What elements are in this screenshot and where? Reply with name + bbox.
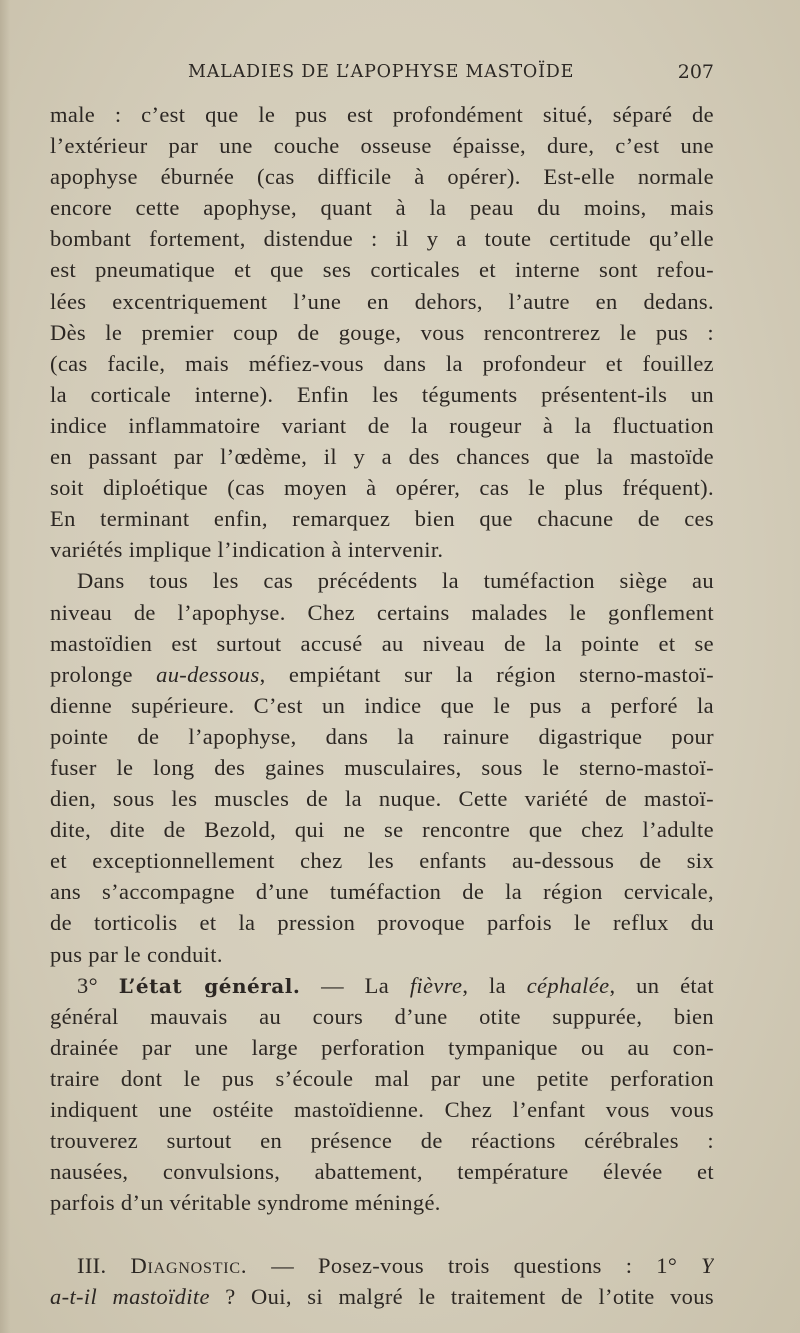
text-line: bombant fortement, distendue : il y a toute certitude qu’elle xyxy=(50,226,714,252)
italic-term: Y xyxy=(701,1253,714,1279)
text-line: (cas facile, mais méfiez-vous dans la profondeur et fouillez xyxy=(50,350,714,376)
running-title: MALADIES DE L’APOPHYSE MASTOÏDE xyxy=(188,62,575,82)
text-line: pointe de l’apophyse, dans la rainure digastrique pour xyxy=(50,723,714,749)
italic-term: céphalée xyxy=(526,972,610,998)
section-iii-line xyxy=(50,1250,714,1281)
text-line: dien, sous les muscles de la nuque. Cette variété de mastoï- xyxy=(50,786,714,812)
text-line: male : c’est que le pus est profondément situé, séparé de xyxy=(50,102,714,127)
italic-term: au-dessous xyxy=(156,661,260,687)
text-line: lées excentriquement l’une en dehors, l’autre en dedans. xyxy=(50,288,714,314)
italic-term: fièvre xyxy=(409,972,463,998)
text-line: apophyse éburnée (cas difficile à opérer). Est-elle normale xyxy=(50,164,714,190)
text-line: mastoïdien est surtout accusé au niveau de la pointe et se xyxy=(50,630,714,656)
text-run: — Posez-vous trois questions : 1° xyxy=(247,1253,702,1279)
section-title: Diagnostic. xyxy=(130,1253,248,1279)
text-line: fuser le long des gaines musculaires, sous le sterno-mastoï- xyxy=(50,754,714,780)
body-text xyxy=(50,99,714,1313)
section-heading: L’état général. xyxy=(118,973,301,998)
running-head xyxy=(50,58,714,86)
text-line: de torticolis et la pression provoque parfois le reflux du xyxy=(50,910,714,936)
section-gap xyxy=(50,1218,714,1250)
text-line xyxy=(50,1281,714,1312)
text-line: parfois d’un véritable syndrome méningé. xyxy=(50,1190,441,1216)
text-run: ? Oui, si malgré le traitement de l’otite vous xyxy=(209,1284,714,1310)
text-line: indice inflammatoire variant de la rougeur à la fluctuation xyxy=(50,412,714,438)
text-line: Dès le premier coup de gouge, vous rencontrerez le pus : xyxy=(50,319,714,345)
text-line: dite, dite de Bezold, qui ne se rencontre que chez l’adulte xyxy=(50,817,714,843)
text-line: variétés implique l’indication à intervenir. xyxy=(50,537,444,563)
text-line: En terminant enfin, remarquez bien que chacune de ces xyxy=(50,506,714,532)
text-line: en passant par l’œdème, il y a des chances que la mastoïde xyxy=(50,444,714,470)
text-line: trouverez surtout en présence de réactions cérébrales : xyxy=(50,1128,714,1154)
text-run: — La xyxy=(300,972,410,998)
text-line: soit diploétique (cas moyen à opérer, cas le plus fréquent). xyxy=(50,475,714,501)
italic-term: a-t-il mastoïdite xyxy=(50,1284,210,1310)
text-line: et exceptionnellement chez les enfants au-dessous de six xyxy=(50,848,714,874)
section-numeral: III. xyxy=(77,1253,131,1279)
text-line: nausées, convulsions, abattement, température élevée et xyxy=(50,1159,714,1185)
text-line: niveau de l’apophyse. Chez certains malades le gonflement xyxy=(50,599,714,625)
text-line: l’extérieur par une couche osseuse épaisse, dure, c’est une xyxy=(50,133,714,159)
page-number: 207 xyxy=(677,61,714,83)
text-line: encore cette apophyse, quant à la peau du moins, mais xyxy=(50,195,714,221)
section-number: 3° xyxy=(77,972,98,998)
text-run: , un état xyxy=(609,972,714,998)
text-line: la corticale interne). Enfin les téguments présentent-ils un xyxy=(50,381,714,407)
scan-edge-shadow xyxy=(0,0,10,1333)
text-line: indiquent une ostéite mastoïdienne. Chez l’enfant vous vous xyxy=(50,1097,714,1122)
text-run: , empiétant sur la région sterno-mastoï- xyxy=(259,661,714,687)
section-3-line xyxy=(50,970,714,1001)
text-line: dienne supérieure. C’est un indice que le pus a perforé la xyxy=(50,692,714,718)
text-run: , la xyxy=(462,972,527,998)
text-line: ans s’accompagne d’une tuméfaction de la région cervicale, xyxy=(50,879,714,905)
text-run: prolonge xyxy=(50,661,157,687)
text-line xyxy=(50,659,714,690)
text-line: Dans tous les cas précédents la tuméfaction siège au xyxy=(77,568,714,594)
text-line: est pneumatique et que ses corticales et interne sont refou- xyxy=(50,257,714,283)
text-line: général mauvais au cours d’une otite suppurée, bien xyxy=(50,1003,714,1029)
text-line: traire dont le pus s’écoule mal par une petite perforation xyxy=(50,1065,714,1091)
text-line: pus par le conduit. xyxy=(50,941,223,967)
text-line: drainée par une large perforation tympanique ou au con- xyxy=(50,1034,714,1060)
